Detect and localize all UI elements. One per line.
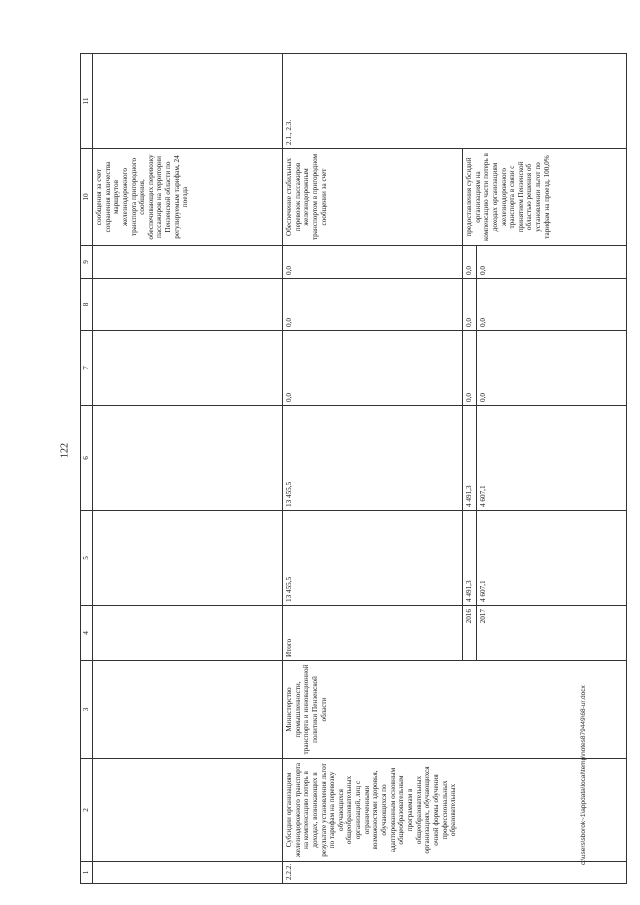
col-header-11: 11 xyxy=(81,54,93,149)
total-col7: 0,0 xyxy=(283,331,463,406)
page-number: 122 xyxy=(59,443,71,458)
col-header-1: 1 xyxy=(81,862,93,884)
y2017-col7: 0,0 xyxy=(476,331,626,406)
continuation-result-text: сообщения за счет сохранения количества маршрутов железнодорожного транспорта пригородного сообщения, обеспечивающих перевозку пассажиров на территории Пензенской области по регулируемым тарифам, 24 поезда xyxy=(93,149,283,246)
y2017-col6: 4 607,1 xyxy=(476,406,626,511)
row-number: 2.2.2. xyxy=(283,862,627,884)
total-col8: 0,0 xyxy=(283,279,463,331)
rotated-table-page xyxy=(80,54,565,884)
col-header-9: 9 xyxy=(81,246,93,279)
continuation-row xyxy=(93,54,283,884)
col-header-6: 6 xyxy=(81,406,93,511)
y2017-col8: 0,0 xyxy=(476,279,626,331)
col-header-3: 3 xyxy=(81,661,93,759)
header-row xyxy=(81,54,93,884)
year-2017: 2017 xyxy=(476,606,626,661)
measure-name: Субсидии организациям железнодорожного транспорта на компенсацию потерь в доходах, возникающих в результате установления льгот по тарифам на перевозку обучающихся общеобразовательных организаций, лиц с ограниченными возможностями здоровья, обучающихся по адаптированным основным общеобразовательным программам в общеобразовательных организациях, обучающихся очной формы обучения профессиональных образовательных xyxy=(283,759,627,862)
col-header-8: 8 xyxy=(81,279,93,331)
result-rest: предоставления субсидий организациям на компенсацию части потерь в доходах организациям железнодорожного транспорта в связи с принятием Пензенской областью решения об установлении льгот по тарифам на проезд, 100,0% xyxy=(463,149,627,246)
col-header-7: 7 xyxy=(81,331,93,406)
year-2016: 2016 xyxy=(463,606,477,661)
footer-file-path: c:\users\sborok~1\appdata\local\temp\notes879449\68-ur.docx xyxy=(580,685,587,865)
result-total: Обеспечение стабильных перевозок пассажиров железнодорожным транспортом в пригородном сообщении за счет xyxy=(283,149,463,246)
y2016-col6: 4 491,3 xyxy=(463,406,477,511)
col-header-10: 10 xyxy=(81,149,93,246)
total-col5: 13 455,5 xyxy=(283,511,463,606)
executor: Министерство промышленности, транспорта и инновационной политики Пензенской области xyxy=(283,661,627,759)
y2016-col8: 0,0 xyxy=(463,279,477,331)
table-row-total xyxy=(283,54,463,884)
col-header-2: 2 xyxy=(81,759,93,862)
indicator-refs: 2.1., 2.3. xyxy=(283,54,627,149)
y2016-col7: 0,0 xyxy=(463,331,477,406)
y2017-col5: 4 607,1 xyxy=(476,511,626,606)
y2016-col5: 4 491,3 xyxy=(463,511,477,606)
y2017-col9: 0,0 xyxy=(476,246,626,279)
y2016-col9: 0,0 xyxy=(463,246,477,279)
total-label: Итого xyxy=(283,606,463,661)
total-col6: 13 455,5 xyxy=(283,406,463,511)
col-header-4: 4 xyxy=(81,606,93,661)
total-col9: 0,0 xyxy=(283,246,463,279)
col-header-5: 5 xyxy=(81,511,93,606)
program-table xyxy=(80,53,627,884)
